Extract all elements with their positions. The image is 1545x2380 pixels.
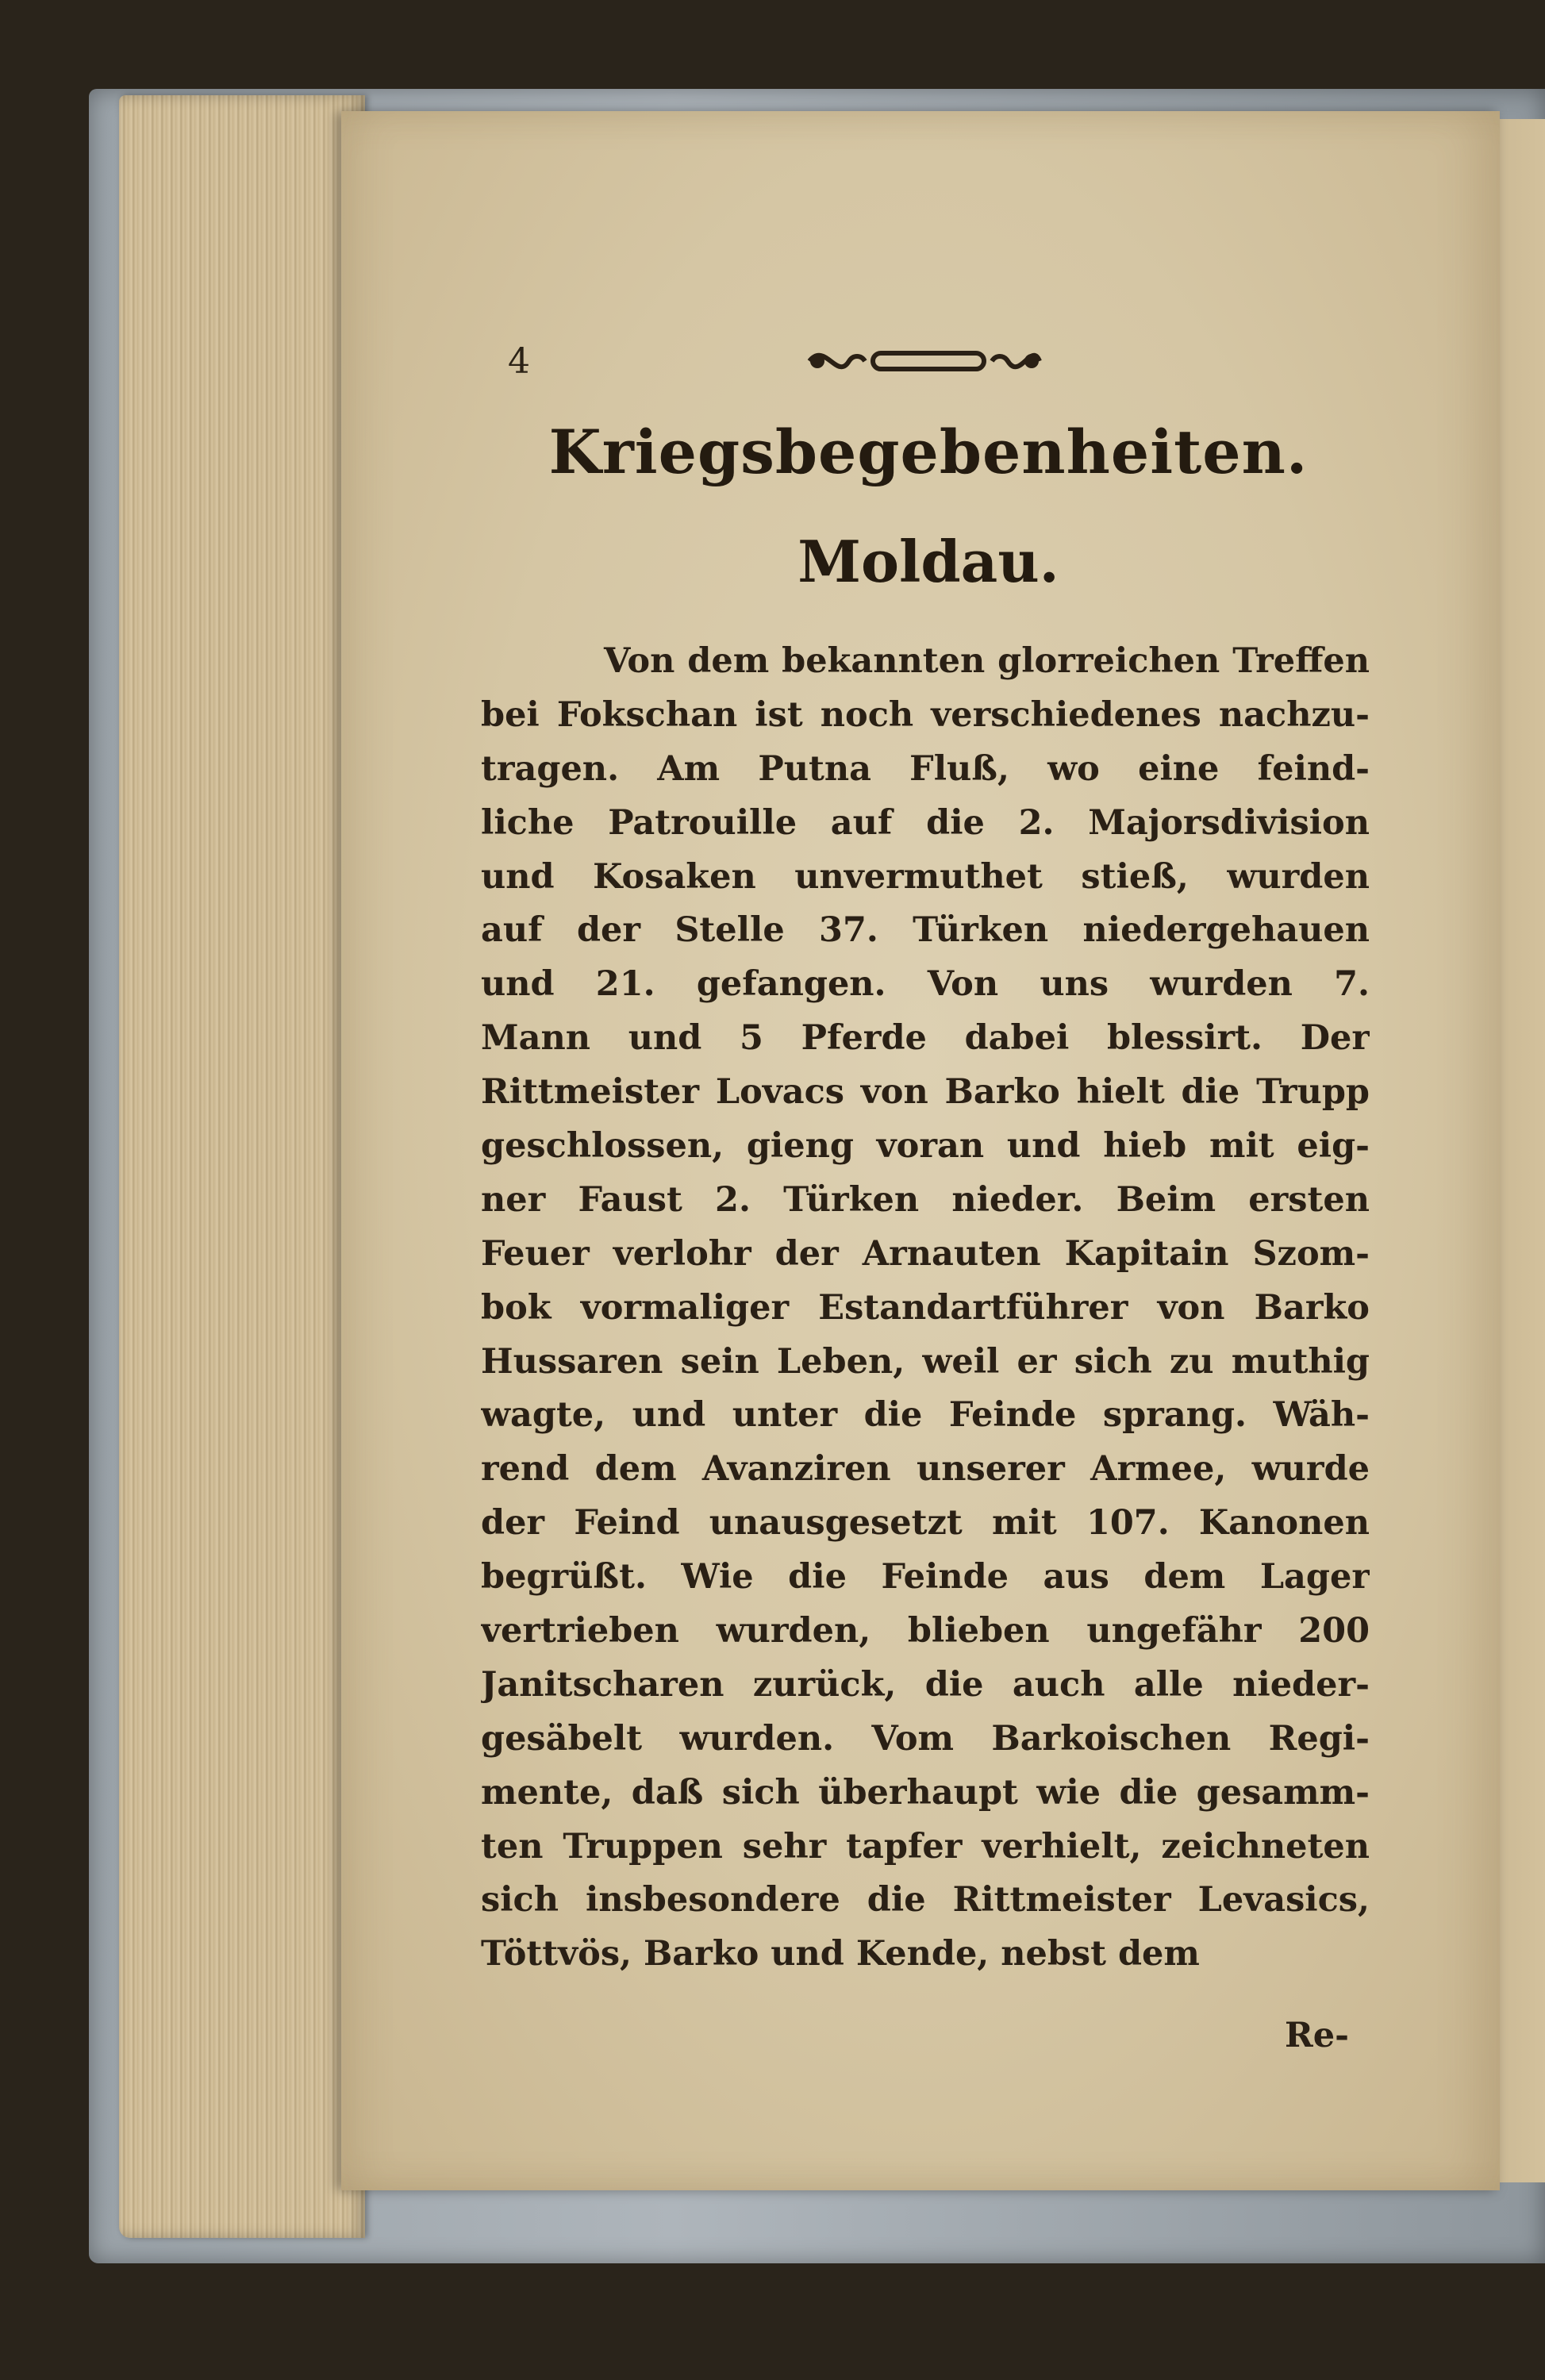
text-line: ner Faust 2. Türken nieder. Beim ersten (481, 1179, 1370, 1220)
page-block-edges (119, 95, 365, 2238)
text-line: liche Patrouille auf die 2. Majorsdivision (481, 802, 1370, 843)
decorative-ornament-icon (794, 337, 1055, 385)
text-line: bok vormaliger Estandartführer von Barko (481, 1287, 1370, 1328)
section-heading: Kriegsbegebenheiten. (548, 417, 1309, 487)
text-line: auf der Stelle 37. Türken niedergehauen (481, 910, 1370, 951)
text-line: mente, daß sich überhaupt wie die gesamm- (481, 1772, 1370, 1813)
text-line: und 21. gefangen. Von uns wurden 7. (481, 964, 1370, 1005)
text-line: Janitscharen zurück, die auch alle nieder- (481, 1664, 1370, 1705)
text-line: vertrieben wurden, blieben ungefähr 200 (481, 1611, 1370, 1651)
text-line: Töttvös, Barko und Kende, nebst dem (481, 1934, 1200, 1974)
text-line: Hussaren sein Leben, weil er sich zu muthig (481, 1341, 1370, 1382)
text-line: Feuer verlohr der Arnauten Kapitain Szom- (481, 1233, 1370, 1274)
text-line: wagte, und unter die Feinde sprang. Wäh- (481, 1395, 1370, 1436)
text-line: und Kosaken unvermuthet stieß, wurden (481, 856, 1370, 897)
text-line: sich insbesondere die Rittmeister Levasics, (481, 1880, 1370, 1921)
text-line: ten Truppen sehr tapfer verhielt, zeichneten (481, 1826, 1370, 1867)
text-line: geschlossen, gieng voran und hieb mit eig- (481, 1126, 1370, 1167)
text-line: Von dem bekannten glorreichen Treffen (604, 641, 1370, 681)
text-line: gesäbelt wurden. Vom Barkoischen Regi- (481, 1718, 1370, 1759)
text-line: tragen. Am Putna Fluß, wo eine feind- (481, 748, 1370, 789)
body-text (481, 635, 1370, 1982)
text-line: rend dem Avanziren unserer Armee, wurde (481, 1449, 1370, 1490)
text-line: Rittmeister Lovacs von Barko hielt die Trupp (481, 1072, 1370, 1113)
subsection-heading: Moldau. (797, 528, 1059, 595)
text-line: der Feind unausgesetzt mit 107. Kanonen (481, 1503, 1370, 1544)
text-line: bei Fokschan ist noch verschiedenes nachzu- (481, 694, 1370, 735)
catchword: Re- (1285, 2016, 1349, 2055)
page-number: 4 (508, 341, 530, 382)
text-line: Mann und 5 Pferde dabei blessirt. Der (481, 1018, 1370, 1059)
text-line: begrüßt. Wie die Feinde aus dem Lager (481, 1557, 1370, 1598)
